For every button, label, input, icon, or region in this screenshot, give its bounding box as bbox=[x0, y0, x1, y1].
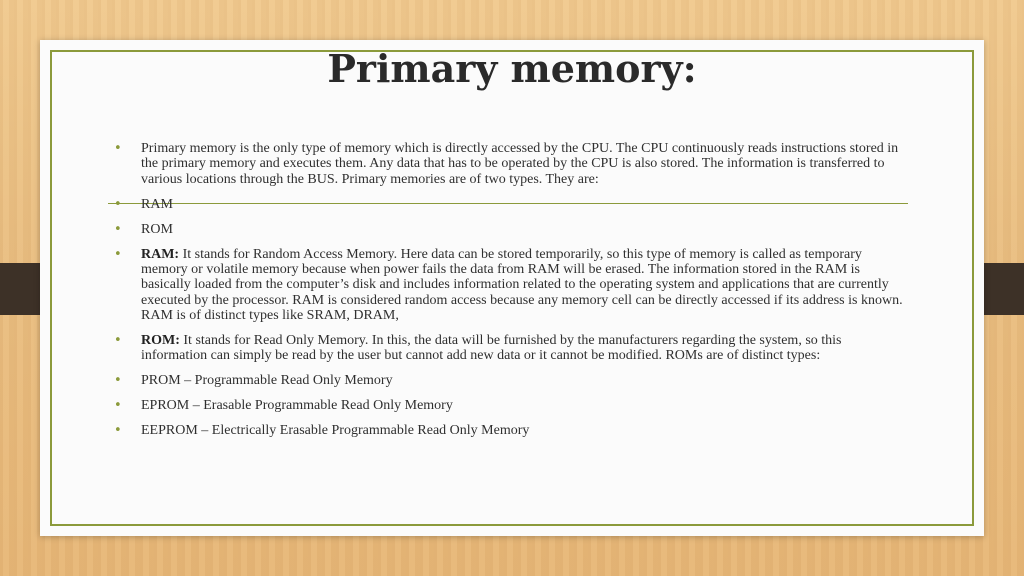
slide-title: Primary memory: bbox=[327, 46, 697, 91]
bullet-icon: • bbox=[114, 141, 122, 156]
bullet-icon: • bbox=[114, 423, 122, 439]
bullet-icon: • bbox=[114, 221, 122, 237]
bullet-text: It stands for Read Only Memory. In this, the data will be furnished by the manufacturers regarding the system, so this information can simply be read by the user but cannot add new data or it cannot be modified. ROMs are of distinct types: bbox=[141, 333, 842, 364]
bullet-item bbox=[114, 141, 904, 187]
bullet-item bbox=[114, 222, 904, 237]
bullet-item bbox=[114, 373, 904, 388]
bullet-term: RAM: bbox=[141, 246, 180, 262]
bullet-text: PROM – Programmable Read Only Memory bbox=[141, 373, 393, 389]
bullet-icon: • bbox=[114, 398, 122, 414]
bullet-item bbox=[114, 197, 904, 212]
bullet-item bbox=[114, 423, 904, 438]
bullet-text: EEPROM – Electrically Erasable Programmable Read Only Memory bbox=[141, 423, 530, 439]
bullet-text: EPROM – Erasable Programmable Read Only Memory bbox=[141, 398, 453, 414]
bullet-item bbox=[114, 247, 904, 324]
bullet-icon: • bbox=[114, 246, 122, 262]
bullet-icon: • bbox=[114, 373, 122, 389]
bullet-text: ROM bbox=[141, 221, 173, 237]
bullet-icon: • bbox=[114, 333, 122, 349]
bullet-item bbox=[114, 398, 904, 413]
bullet-icon: • bbox=[114, 196, 122, 212]
bullet-text: RAM bbox=[141, 196, 173, 212]
slide-content bbox=[114, 141, 904, 448]
bullet-text: It stands for Random Access Memory. Here data can be stored temporarily, so this type of memory is called as temporary memory or volatile memory because when power fails the data from RAM will be erased. The information stored in the RAM is basically loaded from the computer’s disk and includes information related to the operating system and applications that are currently executed by the processor. RAM is considered random access because any memory cell can be directly accessed if its address is known. RAM is of distinct types like SRAM, DRAM, bbox=[141, 246, 903, 324]
bullet-list bbox=[114, 141, 904, 439]
bullet-term: ROM: bbox=[141, 333, 180, 349]
bullet-text: Primary memory is the only type of memory which is directly accessed by the CPU. The CPU continuously reads instructions stored in the primary memory and executes them. Any data that has to be operated by the CPU is also stored. The information is transferred to various locations through the BUS. Primary memories are of two types. They are: bbox=[141, 141, 899, 187]
bullet-item bbox=[114, 333, 904, 364]
